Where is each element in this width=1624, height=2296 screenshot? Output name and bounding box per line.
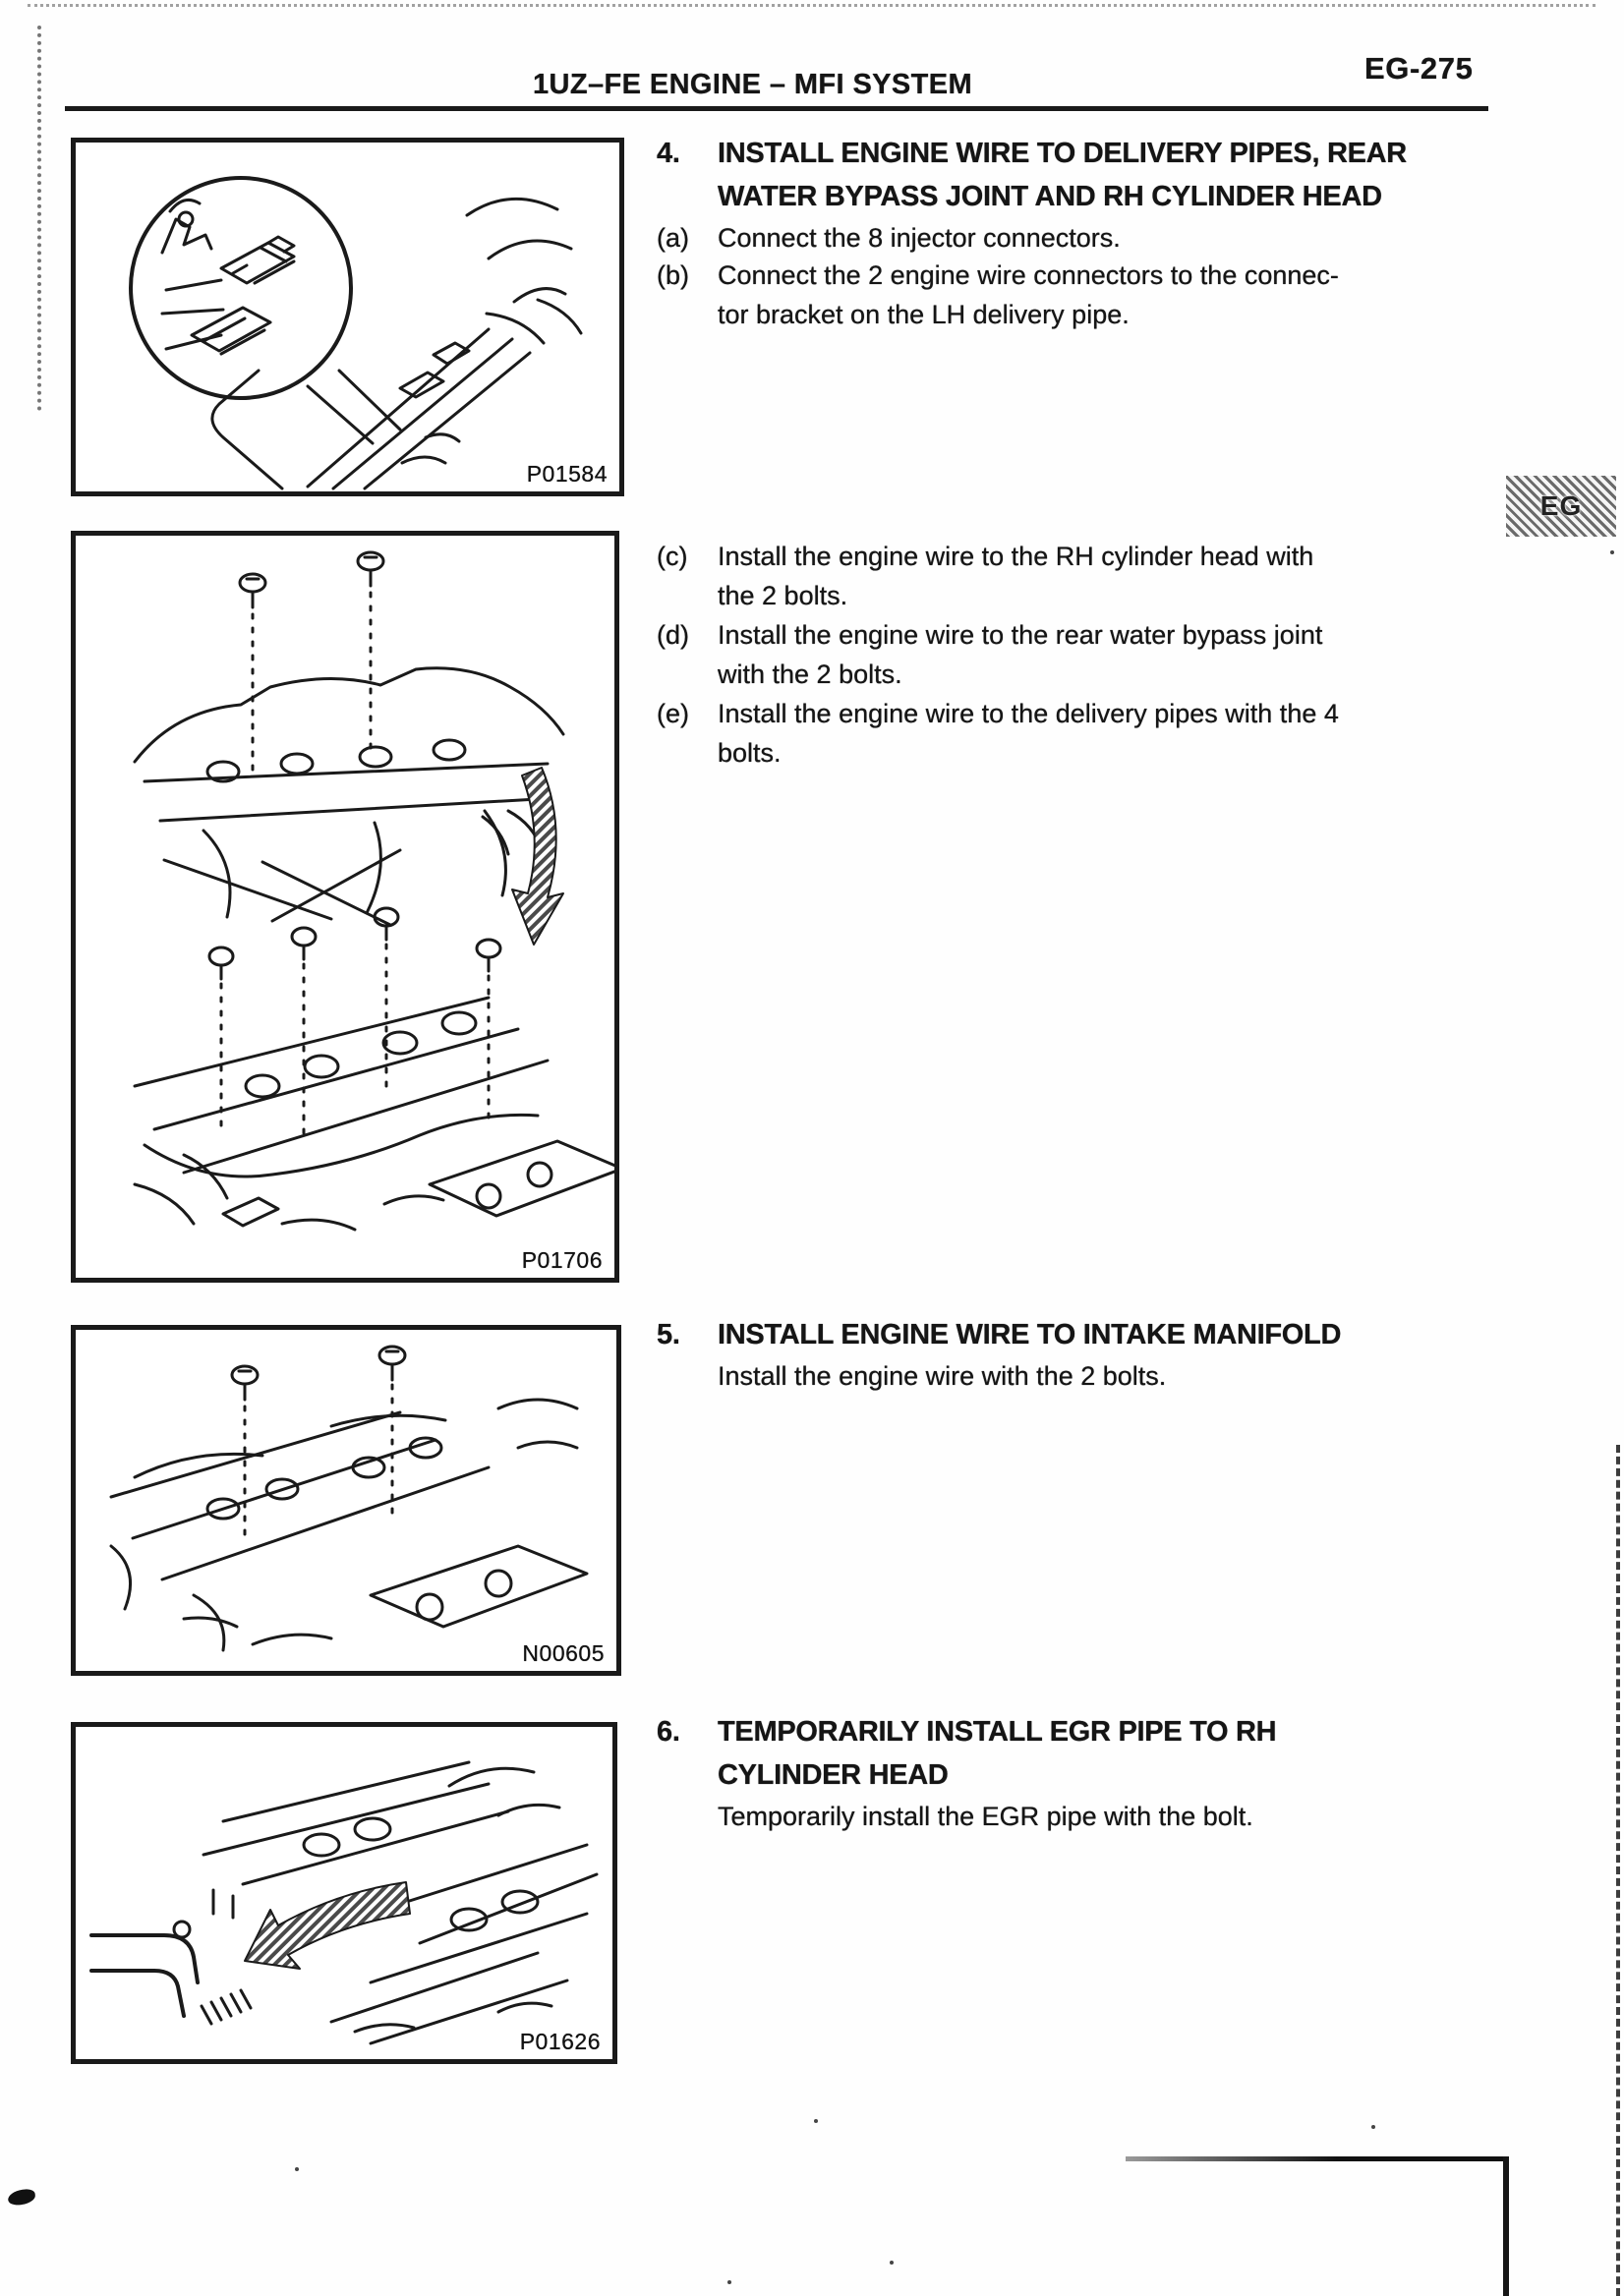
section-heading-line: CYLINDER HEAD [718, 1759, 949, 1791]
header-rule [65, 106, 1488, 111]
step-text: Connect the 2 engine wire connectors to the connec- [718, 260, 1339, 290]
section-number: 6. [657, 1716, 680, 1748]
step-label: (c) [657, 542, 688, 571]
scan-dots-top [28, 4, 1595, 7]
step-c [657, 537, 1502, 615]
section-body-line: Temporarily install the EGR pipe with the bolt. [718, 1802, 1253, 1831]
section-heading-line: INSTALL ENGINE WIRE TO DELIVERY PIPES, REAR [718, 138, 1407, 169]
section-body-line: Install the engine wire with the 2 bolts. [718, 1361, 1167, 1391]
speck [295, 2167, 299, 2171]
scan-corner-line-h [1126, 2156, 1509, 2161]
section-6 [657, 1710, 1502, 1836]
step-b [657, 256, 1502, 334]
section-5 [657, 1313, 1502, 1396]
engine-wire-connector-illustration [76, 143, 619, 491]
intake-manifold-bolts-illustration [76, 1330, 616, 1671]
step-text: Install the engine wire to the RH cylinder head with [718, 542, 1314, 571]
scan-page-edge [1616, 1445, 1620, 2296]
step-label: (d) [657, 620, 689, 650]
speck [727, 2280, 731, 2284]
page-title: 1UZ–FE ENGINE – MFI SYSTEM [533, 69, 973, 100]
section-number: 4. [657, 138, 680, 169]
step-label: (b) [657, 260, 689, 290]
step-label: (e) [657, 699, 689, 728]
step-d [657, 615, 1502, 694]
step-label: (a) [657, 223, 689, 253]
step-text: Connect the 8 injector connectors. [718, 223, 1121, 253]
section-4-heading [657, 132, 1502, 218]
figure-code-label: N00605 [516, 1640, 605, 1667]
figure-box-1 [71, 138, 624, 496]
step-text: the 2 bolts. [718, 581, 848, 610]
figure-box-2 [71, 531, 619, 1283]
step-text: Install the engine wire to the rear water bypass joint [718, 620, 1323, 650]
figure-code-label: P01626 [514, 2029, 601, 2055]
step-text: bolts. [718, 738, 782, 768]
step-text: Install the engine wire to the delivery pipes with the 4 [718, 699, 1339, 728]
speck [1371, 2125, 1375, 2129]
figure-box-4 [71, 1722, 617, 2064]
ink-blot [7, 2188, 36, 2207]
section-heading-line: INSTALL ENGINE WIRE TO INTAKE MANIFOLD [718, 1319, 1342, 1350]
section-heading-line: TEMPORARILY INSTALL EGR PIPE TO RH [718, 1716, 1277, 1748]
section-tab-eg [1506, 476, 1616, 537]
section-tab-label: EG [1539, 490, 1583, 521]
page-number: EG-275 [1364, 51, 1474, 86]
step-e [657, 694, 1502, 773]
step-text: tor bracket on the LH delivery pipe. [718, 300, 1130, 329]
figure-code-label: P01584 [521, 461, 608, 488]
speck [1610, 550, 1614, 554]
egr-pipe-illustration [76, 1727, 612, 2059]
step-text: with the 2 bolts. [718, 660, 902, 689]
section-number: 5. [657, 1319, 680, 1350]
speck [814, 2119, 818, 2123]
scan-dots-left [37, 26, 41, 411]
speck [890, 2261, 894, 2265]
step-a [657, 218, 1502, 258]
section-heading-line: WATER BYPASS JOINT AND RH CYLINDER HEAD [718, 181, 1382, 212]
figure-code-label: P01706 [516, 1247, 603, 1274]
scan-corner-line-v [1503, 2156, 1509, 2296]
engine-wire-bolts-illustration [76, 536, 614, 1278]
figure-box-3 [71, 1325, 621, 1676]
